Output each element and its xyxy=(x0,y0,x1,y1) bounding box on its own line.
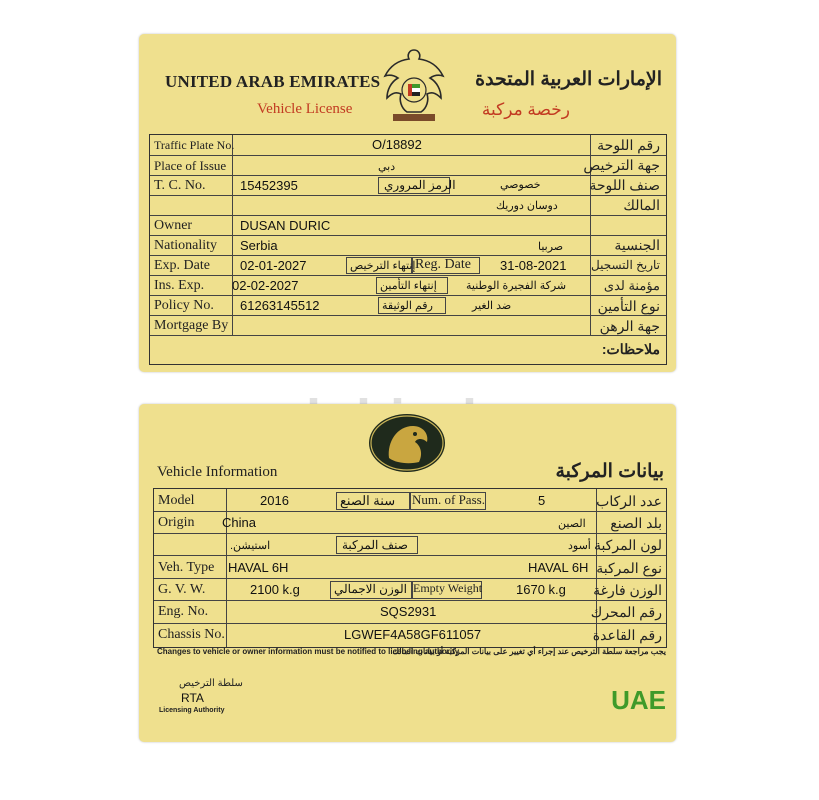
place-label: Place of Issue xyxy=(154,158,227,173)
vehicle-fields-frame xyxy=(153,488,667,648)
exp-date-value: 02-01-2027 xyxy=(240,258,307,273)
title-ar: الإمارات العربية المتحدة xyxy=(475,69,662,90)
vehicle-license-back xyxy=(139,404,676,742)
reg-date-value: 31-08-2021 xyxy=(500,258,567,273)
uae-falcon-emblem-icon xyxy=(381,46,447,124)
ins-exp-value: 02-02-2027 xyxy=(232,278,299,293)
nationality-value: Serbia xyxy=(240,238,278,253)
gvw-label-ar: الوزن الاجمالي xyxy=(334,582,407,596)
insurer-value: شركة الفجيرة الوطنية xyxy=(466,280,567,292)
falcon-portrait-icon xyxy=(367,412,447,474)
body-type-value: استيشن. xyxy=(230,540,271,552)
origin-value: China xyxy=(222,515,256,530)
notice-ar: يجب مراجعة سلطة الترخيص عند إجراء أي تغيير على بيانات المركبة أو بيانات المالك xyxy=(392,647,666,656)
plate-label: Traffic Plate No. xyxy=(154,138,235,152)
chassis-value: LGWEF4A58GF611057 xyxy=(344,627,482,642)
authority-label-en: Licensing Authority xyxy=(159,707,225,714)
engine-value: SQS2931 xyxy=(380,604,437,619)
nationality-label: Nationality xyxy=(154,238,217,253)
engine-label-ar: رقم المحرك xyxy=(590,604,662,620)
engine-label: Eng. No. xyxy=(158,604,209,619)
plate-category-label-ar: صنف اللوحة xyxy=(589,177,660,193)
tc-label: T. C. No. xyxy=(154,178,206,193)
body-type-label-ar: صنف المركبة xyxy=(342,538,408,552)
owner-value: DUSAN DURIC xyxy=(240,218,331,233)
uae-mark: UAE xyxy=(611,685,666,715)
vehicle-info-title-ar: بيانات المركبة xyxy=(555,461,664,482)
chassis-label: Chassis No. xyxy=(158,627,225,642)
ins-exp-label: Ins. Exp. xyxy=(154,278,205,293)
insurance-type-value: ضد الغير xyxy=(472,300,512,312)
empty-weight-label: Empty Weight xyxy=(413,581,483,595)
insurer-label-ar: مؤمنة لدى xyxy=(603,278,660,293)
passengers-label-ar: عدد الركاب xyxy=(596,493,662,509)
mortgage-label-ar: جهة الرهن xyxy=(599,318,660,334)
passengers-label: Num. of Pass. xyxy=(412,492,485,507)
place-value: دبي xyxy=(378,161,396,173)
owner-label: Owner xyxy=(154,218,193,233)
policy-mid-label-ar: رقم الوثيقة xyxy=(382,300,433,312)
gvw-label: G. V. W. xyxy=(158,582,206,597)
origin-label-ar: بلد الصنع xyxy=(610,515,662,531)
veh-type-label-ar: نوع المركبة xyxy=(596,560,662,576)
plate-category-value: خصوصي xyxy=(500,179,541,191)
mortgage-label: Mortgage By xyxy=(154,318,229,333)
notice-en: Changes to vehicle or owner information must be notified to licensing authority xyxy=(157,647,460,656)
passengers-value: 5 xyxy=(538,493,546,508)
empty-weight-value: 1670 k.g xyxy=(516,582,566,597)
veh-type-value: HAVAL 6H xyxy=(228,560,289,575)
gvw-value: 2100 k.g xyxy=(250,582,300,597)
tc-value: 15452395 xyxy=(240,178,298,193)
license-fields-frame xyxy=(149,134,667,365)
chassis-label-ar: رقم القاعدة xyxy=(592,627,662,643)
nationality-label-ar: الجنسية xyxy=(614,237,660,253)
color-value: أسود xyxy=(568,540,591,552)
authority-label-ar: سلطة الترخيص xyxy=(179,678,243,689)
authority-value: RTA xyxy=(181,691,204,705)
empty-weight-label-ar: الوزن فارغة xyxy=(593,582,662,598)
vehicle-info-title-en: Vehicle Information xyxy=(157,464,278,480)
veh-type-value-right: HAVAL 6H xyxy=(528,560,589,575)
tc-mid-label: الرمز المروري xyxy=(384,178,456,192)
owner-value-ar: دوسان دوريك xyxy=(496,200,558,212)
ins-mid-label-ar: إنتهاء التأمين xyxy=(380,280,437,292)
title-en: UNITED ARAB EMIRATES xyxy=(165,72,381,91)
reg-date-label: Reg. Date xyxy=(415,257,471,272)
plate-label-ar: رقم اللوحة xyxy=(597,137,660,153)
reg-date-label-ar: تاريخ التسجيل xyxy=(591,258,660,272)
policy-value: 61263145512 xyxy=(240,298,320,313)
color-label-ar: لون المركبة xyxy=(593,537,662,553)
insurance-type-label-ar: نوع التأمين xyxy=(597,298,660,314)
subtitle-en: Vehicle License xyxy=(257,101,353,117)
origin-value-ar: الصين xyxy=(558,518,586,530)
vehicle-license-front xyxy=(139,34,676,372)
owner-label-ar: المالك xyxy=(623,197,660,213)
plate-value: O/18892 xyxy=(372,137,422,152)
exp-date-label: Exp. Date xyxy=(154,258,210,273)
nationality-value-ar: صربيا xyxy=(538,241,564,253)
model-value: 2016 xyxy=(260,493,289,508)
subtitle-ar: رخصة مركبة xyxy=(481,100,570,119)
origin-label: Origin xyxy=(158,515,195,530)
exp-mid-label-ar: إنتهاء الترخيص xyxy=(350,260,416,272)
veh-type-label: Veh. Type xyxy=(158,560,215,575)
place-label-ar: جهة الترخيص xyxy=(583,157,660,173)
notes-label-ar: ملاحظات: xyxy=(601,341,660,357)
model-label: Model xyxy=(158,493,195,508)
model-year-label-ar: سنة الصنع xyxy=(340,493,396,508)
policy-label: Policy No. xyxy=(154,298,214,313)
